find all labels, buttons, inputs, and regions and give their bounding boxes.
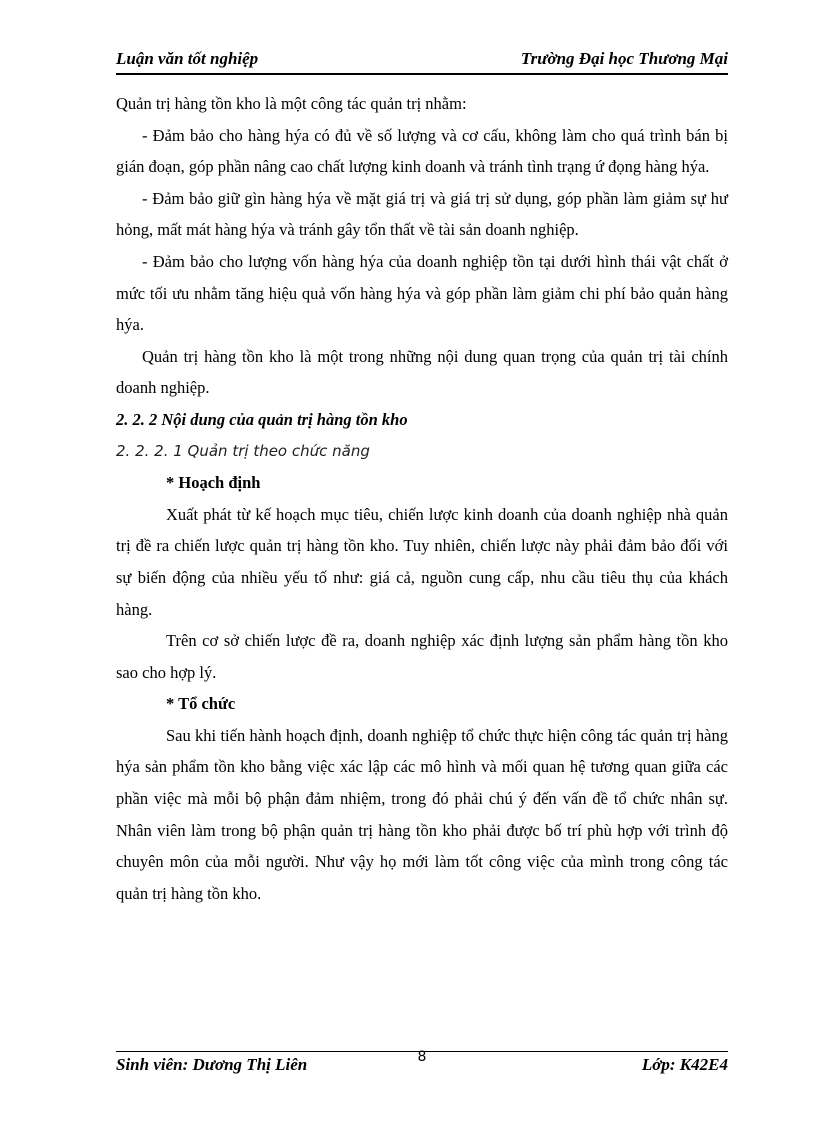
header-thesis-title: Luận văn tốt nghiệp: [116, 49, 259, 68]
page-number: 8: [417, 1049, 427, 1065]
organizing-heading: * Tổ chức: [166, 694, 236, 714]
footer-student: Sinh viên: Dương Thị Liên: [116, 1055, 308, 1074]
subsection-heading: 2. 2. 2. 1 Quản trị theo chức năng: [116, 441, 370, 460]
planning-paragraph-1: Xuất phát từ kế hoạch mục tiêu, chiến lược kinh doanh của doanh nghiệp nhà quản trị đề ra chiến lược quản trị hàng tồn kho. Tuy nhiên, chiến lược này phải đảm bảo đối với sự biến động của nhiều yếu tố như: giá cả, nguồn cung cấp, nhu cầu tiêu thụ của khách hàng.: [116, 504, 728, 619]
planning-heading: * Hoạch định: [166, 473, 261, 493]
page-footer: [116, 1049, 728, 1077]
bullet-paragraph-1: - Đảm bảo cho hàng hýa có đủ về số lượng và cơ cấu, không làm cho quá trình bán bị gián đoạn, góp phần nâng cao chất lượng kinh doanh và tránh tình trạng ứ đọng hàng hýa.: [116, 125, 728, 177]
intro-paragraph: Quản trị hàng tồn kho là một công tác quản trị nhằm:: [116, 94, 467, 113]
bullet-paragraph-3: - Đảm bảo cho lượng vốn hàng hýa của doanh nghiệp tồn tại dưới hình thái vật chất ở mức tối ưu nhằm tăng hiệu quả vốn hàng hýa và góp phần làm giảm chi phí bảo quản hàng hýa.: [116, 251, 728, 335]
page-body: [116, 88, 728, 909]
section-heading: 2. 2. 2 Nội dung của quản trị hàng tồn kho: [116, 409, 408, 429]
bullet-paragraph-2: - Đảm bảo giữ gìn hàng hýa về mặt giá trị và giá trị sử dụng, góp phần làm giảm sự hư hỏng, mất mát hàng hýa và tránh gây tổn thất về tài sản doanh nghiệp.: [116, 188, 728, 240]
header-university: Trường Đại học Thương Mại: [520, 49, 728, 68]
footer-class: Lớp: K42E4: [641, 1055, 728, 1074]
planning-paragraph-2: Trên cơ sở chiến lược đề ra, doanh nghiệp xác định lượng sản phẩm hàng tồn kho sao cho hợp lý.: [116, 631, 728, 682]
summary-paragraph: Quản trị hàng tồn kho là một trong những nội dung quan trọng của quản trị tài chính doanh nghiệp.: [116, 346, 728, 398]
header-rule: [116, 73, 728, 75]
page-header: [116, 49, 728, 71]
organizing-paragraph: Sau khi tiến hành hoạch định, doanh nghiệp tổ chức thực hiện công tác quản trị hàng hýa sản phẩm tồn kho bằng việc xác lập các mô hình và mối quan hệ tương quan giữa các phần việc mà mỗi bộ phận đảm nhiệm, trong đó phải chú ý đến vấn đề tổ chức nhân sự. Nhân viên làm trong bộ phận quản trị hàng tồn kho phải được bố trí phù hợp với trình độ chuyên môn của mỗi người. Như vậy họ mới làm tốt công việc của mình trong công tác quản trị hàng tồn kho.: [116, 725, 728, 903]
